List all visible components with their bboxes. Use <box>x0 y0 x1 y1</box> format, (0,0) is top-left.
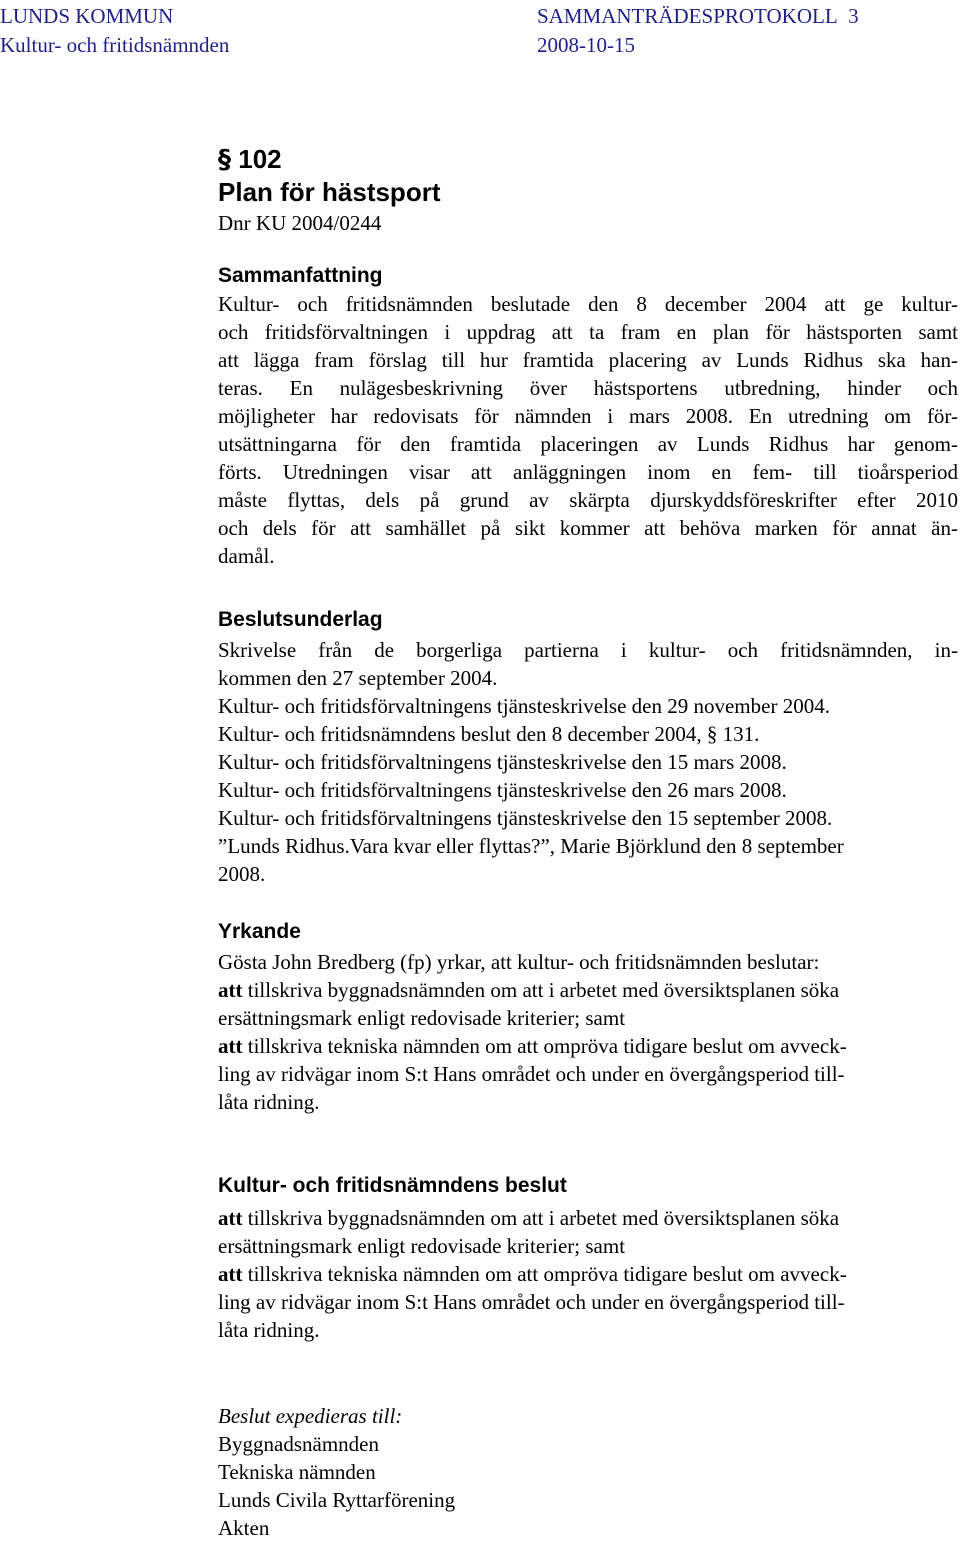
att-keyword: att <box>218 1206 243 1230</box>
sammanfattning-body <box>218 290 958 570</box>
beslut-body <box>218 1204 958 1344</box>
body-line: möjligheter har redovisats för nämnden i mars 2008. En utredning om för- <box>218 404 958 428</box>
body-line: Kultur- och fritidsnämnden beslutade den 8 december 2004 att ge kultur- <box>218 292 958 316</box>
section-mark: § <box>218 145 231 175</box>
header-org: LUNDS KOMMUN <box>0 4 174 28</box>
document-line: Kultur- och fritidsförvaltningens tjänsteskrivelse den 15 mars 2008. <box>218 750 787 774</box>
beslut-item-1 <box>218 1204 958 1232</box>
yrkande-item-2 <box>218 1032 958 1060</box>
body-line: och fritidsförvaltningen i uppdrag att ta fram en plan för hästsporten samt <box>218 320 958 344</box>
document-line: kommen den 27 september 2004. <box>218 666 498 690</box>
recipient: Lunds Civila Ryttarförening <box>218 1488 456 1512</box>
att-keyword: att <box>218 978 243 1002</box>
item-text: ling av ridvägar inom S:t Hans området och under en övergångsperiod till- <box>218 1062 845 1086</box>
sammanfattning-heading: Sammanfattning <box>218 264 383 287</box>
yrkande-body <box>218 948 958 1116</box>
document-line: Kultur- och fritidsförvaltningens tjänsteskrivelse den 29 november 2004. <box>218 694 830 718</box>
body-line: utsättningarna för den framtida placeringen av Lunds Ridhus har genom- <box>218 432 958 456</box>
item-text: ersättningsmark enligt redovisade kriterier; samt <box>218 1006 626 1030</box>
att-keyword: att <box>218 1262 243 1286</box>
item-text: ersättningsmark enligt redovisade kriterier; samt <box>218 1234 626 1258</box>
att-keyword: att <box>218 1034 243 1058</box>
section-number <box>218 144 282 175</box>
beslut-item-2 <box>218 1260 958 1288</box>
document-line: Kultur- och fritidsförvaltningens tjänsteskrivelse den 15 september 2008. <box>218 806 833 830</box>
expediering <box>218 1402 958 1542</box>
item-text: tillskriva tekniska nämnden om att ompröva tidigare beslut om avveck- <box>242 1034 847 1058</box>
yrkande-item-1 <box>218 976 958 1004</box>
expediering-label: Beslut expedieras till: <box>218 1404 403 1428</box>
yrkande-intro: Gösta John Bredberg (fp) yrkar, att kultur- och fritidsnämnden beslutar: <box>218 950 820 974</box>
body-line: teras. En nulägesbeskrivning över hästsportens utbredning, hinder och <box>218 376 958 400</box>
item-text: tillskriva byggnadsnämnden om att i arbetet med översiktsplanen söka <box>242 1206 840 1230</box>
body-line: måste flyttas, dels på grund av skärpta djurskyddsföreskrifter efter 2010 <box>218 488 958 512</box>
body-line: att lägga fram förslag till hur framtida placering av Lunds Ridhus ska han- <box>218 348 958 372</box>
yrkande-heading: Yrkande <box>218 920 301 943</box>
recipient: Byggnadsnämnden <box>218 1432 379 1456</box>
document-line: Skrivelse från de borgerliga partierna i kultur- och fritidsnämnden, in- <box>218 638 958 662</box>
item-text: låta ridning. <box>218 1318 320 1342</box>
section-number-value: 102 <box>238 144 282 174</box>
beslut-heading: Kultur- och fritidsnämndens beslut <box>218 1174 567 1197</box>
beslutsunderlag-body <box>218 636 958 888</box>
section-title: Plan för hästsport <box>218 177 441 207</box>
item-text: låta ridning. <box>218 1090 320 1114</box>
beslutsunderlag-heading: Beslutsunderlag <box>218 608 383 631</box>
page-number: 3 <box>848 4 859 28</box>
item-text: tillskriva byggnadsnämnden om att i arbetet med översiktsplanen söka <box>242 978 840 1002</box>
document-line: Kultur- och fritidsförvaltningens tjänsteskrivelse den 26 mars 2008. <box>218 778 787 802</box>
document-line: ”Lunds Ridhus.Vara kvar eller flyttas?”, Marie Björklund den 8 september <box>218 834 844 858</box>
item-text: tillskriva tekniska nämnden om att ompröva tidigare beslut om avveck- <box>242 1262 847 1286</box>
item-text: ling av ridvägar inom S:t Hans området och under en övergångsperiod till- <box>218 1290 845 1314</box>
document-line: Kultur- och fritidsnämndens beslut den 8 december 2004, § 131. <box>218 722 760 746</box>
body-line: förts. Utredningen visar att anläggningen inom en fem- till tioårsperiod <box>218 460 958 484</box>
header-date: 2008-10-15 <box>537 33 635 57</box>
header-doc-type <box>537 4 859 29</box>
header-committee: Kultur- och fritidsnämnden <box>0 33 230 57</box>
dnr: Dnr KU 2004/0244 <box>218 211 382 235</box>
doc-type-label: SAMMANTRÄDESPROTOKOLL <box>537 4 837 28</box>
body-line: och dels för att samhället på sikt kommer att behöva marken för annat än- <box>218 516 958 540</box>
recipient: Akten <box>218 1516 270 1540</box>
body-line: damål. <box>218 544 275 568</box>
recipient: Tekniska nämnden <box>218 1460 376 1484</box>
document-line: 2008. <box>218 862 266 886</box>
